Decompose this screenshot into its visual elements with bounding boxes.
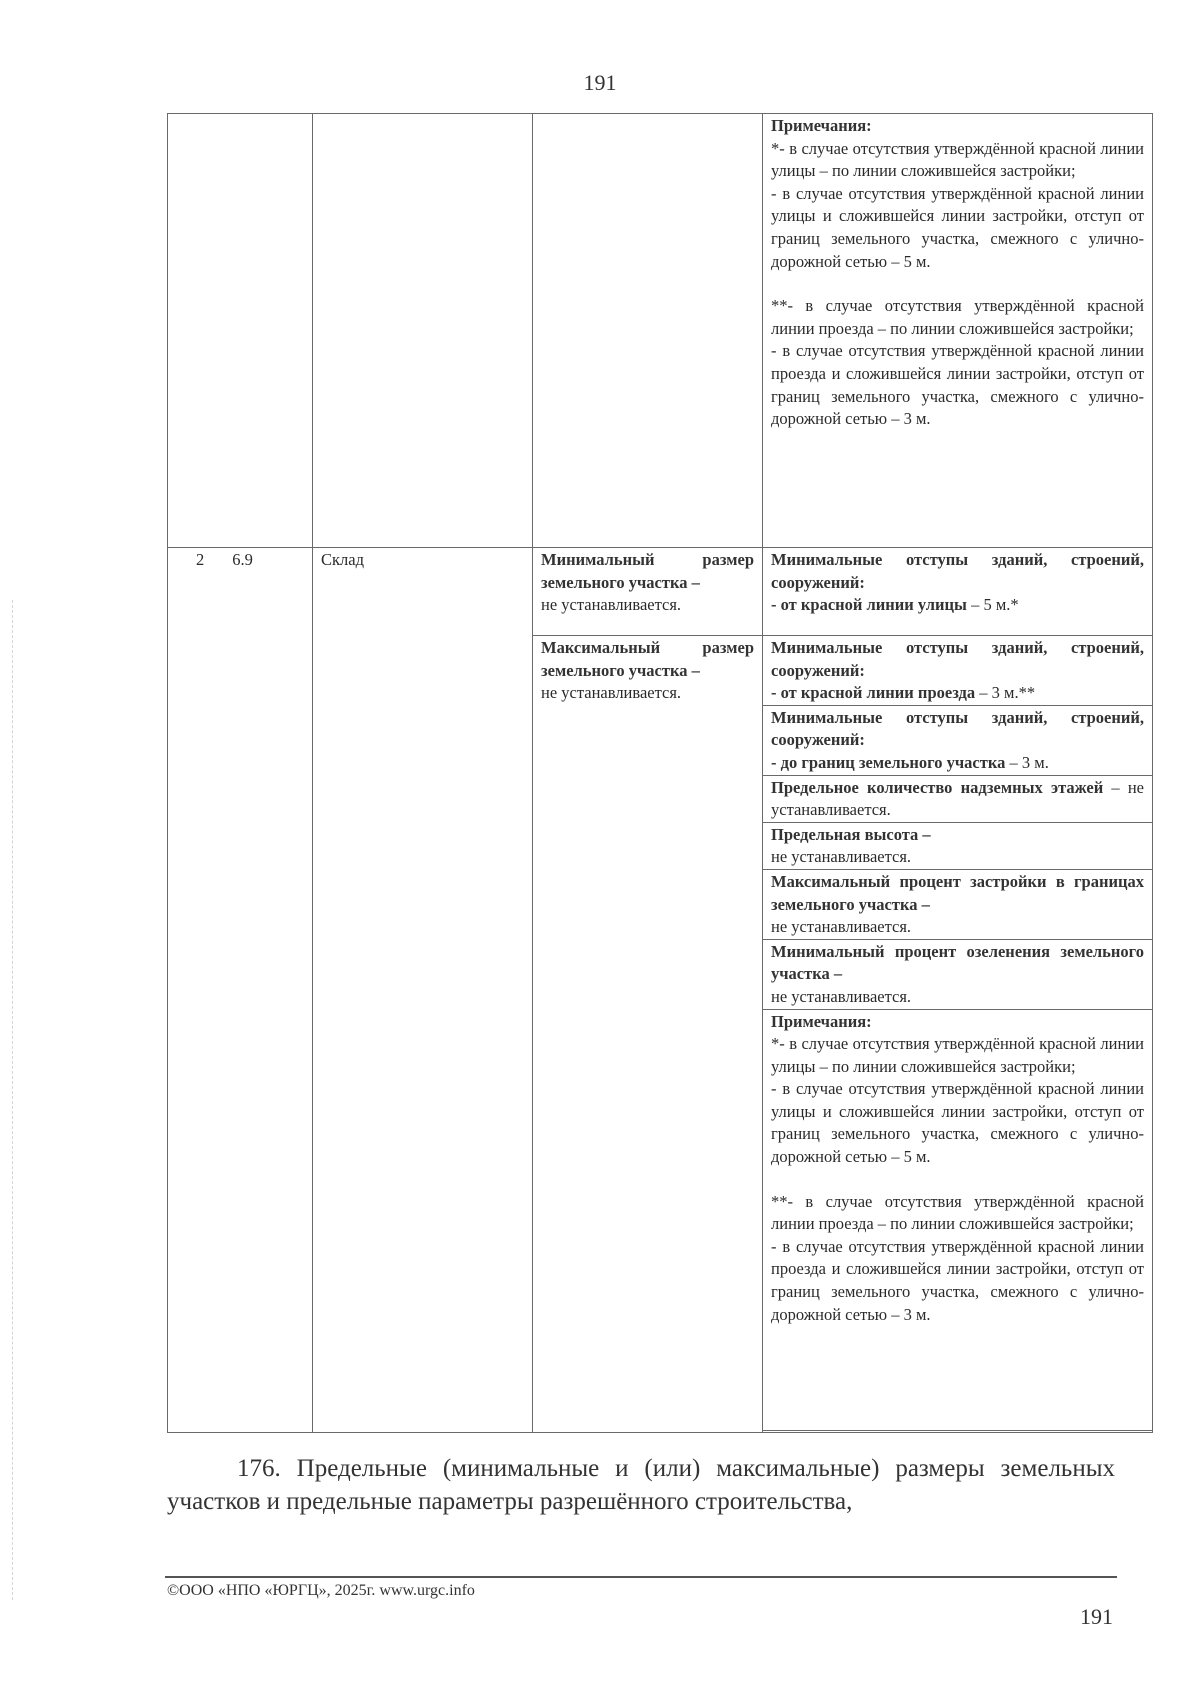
param-cell bbox=[763, 939, 1153, 1009]
param-label: Минимальные отступы зданий, строений, сооружений: bbox=[771, 550, 1144, 592]
regulations-table bbox=[167, 113, 1153, 1433]
param-cell bbox=[763, 775, 1153, 822]
scan-margin-mark bbox=[12, 600, 14, 1600]
max-size-label: Максимальный размер земельного участка – bbox=[541, 638, 754, 680]
footer-divider bbox=[165, 1576, 1117, 1578]
footer-copyright: ©ООО «НПО «ЮРГЦ», 2025г. www.urgc.info bbox=[167, 1582, 475, 1599]
paragraph-number: 176. bbox=[237, 1455, 281, 1482]
param-label: Минимальные отступы зданий, строений, сооружений: bbox=[771, 638, 1144, 680]
filler-cell bbox=[763, 1431, 1153, 1433]
note-text: **- в случае отсутствия утверждённой красной линии проезда – по линии сложившейся застройки; bbox=[771, 1191, 1144, 1234]
param-sublabel: - от красной линии улицы bbox=[771, 595, 967, 615]
param-label: Минимальный процент озеленения земельного участка – bbox=[771, 941, 1144, 984]
max-size-cell bbox=[533, 636, 763, 1433]
table-row-continued bbox=[168, 114, 1153, 548]
note-text: *- в случае отсутствия утверждённой красной линии улицы – по линии сложившейся застройки; bbox=[771, 1034, 1144, 1076]
cell-name-empty bbox=[313, 114, 533, 548]
param-cell bbox=[763, 822, 1153, 869]
note-text: - в случае отсутствия утверждённой красной линии улицы и сложившейся линии застройки, отступ от границ земельного участка, смежного с улично-дорожной сетью – 5 м. bbox=[771, 1079, 1144, 1167]
page-number-top: 191 bbox=[583, 70, 617, 95]
param-cell bbox=[763, 705, 1153, 775]
row-index-cell bbox=[168, 548, 313, 1433]
param-value: – 5 м.* bbox=[966, 595, 1019, 615]
param-label: Предельная высота – bbox=[771, 824, 931, 844]
param-value: не устанавливается. bbox=[771, 986, 912, 1006]
param-label: Предельное количество надземных этажей bbox=[771, 777, 1104, 797]
notes-title: Примечания: bbox=[771, 116, 872, 135]
param-value: – не устанавливается. bbox=[771, 777, 1144, 820]
note-text: *- в случае отсутствия утверждённой красной линии улицы – по линии сложившейся застройки; bbox=[771, 138, 1144, 181]
min-size-value: не устанавливается. bbox=[541, 595, 682, 615]
table-row bbox=[168, 548, 1153, 636]
row-name: Склад bbox=[321, 550, 364, 569]
param-label: Минимальные отступы зданий, строений, сооружений: bbox=[771, 707, 1144, 750]
note-text: - в случае отсутствия утверждённой красной линии улицы и сложившейся линии застройки, отступ от границ земельного участка, смежного с улично-дорожной сетью – 5 м. bbox=[771, 183, 1144, 271]
param-cell bbox=[763, 636, 1153, 706]
row-code: 6.9 bbox=[232, 550, 253, 569]
page-number-bottom: 191 bbox=[1080, 1604, 1113, 1629]
param-label: Максимальный процент застройки в границах земельного участка – bbox=[771, 871, 1144, 914]
max-size-value: не устанавливается. bbox=[541, 683, 682, 703]
note-text: - в случае отсутствия утверждённой красной линии проезда и сложившейся линии застройки, отступ от границ земельного участка, смежного с улично-дорожной сетью – 3 м. bbox=[771, 1236, 1144, 1324]
notes-cell bbox=[763, 1009, 1153, 1431]
row-name-cell bbox=[313, 548, 533, 1433]
param-cell bbox=[763, 548, 1153, 636]
min-size-label: Минимальный размер земельного участка – bbox=[541, 550, 754, 592]
param-cell bbox=[763, 869, 1153, 939]
note-text: **- в случае отсутствия утверждённой красной линии проезда – по линии сложившейся застройки; bbox=[771, 296, 1144, 338]
cell-index-empty bbox=[168, 114, 313, 548]
note-text: - в случае отсутствия утверждённой красной линии проезда и сложившейся линии застройки, отступ от границ земельного участка, смежного с улично-дорожной сетью – 3 м. bbox=[771, 341, 1144, 429]
paragraph-text: Предельные (минимальные и (или) максимальные) размеры земельных участков и предельные параметры разрешённого строительства, bbox=[167, 1455, 1115, 1515]
param-sublabel: - от красной линии проезда bbox=[771, 683, 976, 703]
cell-size-empty bbox=[533, 114, 763, 548]
param-value: не устанавливается. bbox=[771, 847, 912, 867]
notes-title: Примечания: bbox=[771, 1011, 872, 1031]
param-value: – 3 м.** bbox=[975, 683, 1036, 703]
param-value: – 3 м. bbox=[1005, 752, 1049, 772]
paragraph-176 bbox=[167, 1452, 1115, 1518]
param-sublabel: - до границ земельного участка bbox=[771, 752, 1006, 772]
row-index: 2 bbox=[196, 550, 205, 569]
param-value: не устанавливается. bbox=[771, 917, 912, 937]
notes-cell bbox=[763, 114, 1153, 548]
min-size-cell bbox=[533, 548, 763, 636]
